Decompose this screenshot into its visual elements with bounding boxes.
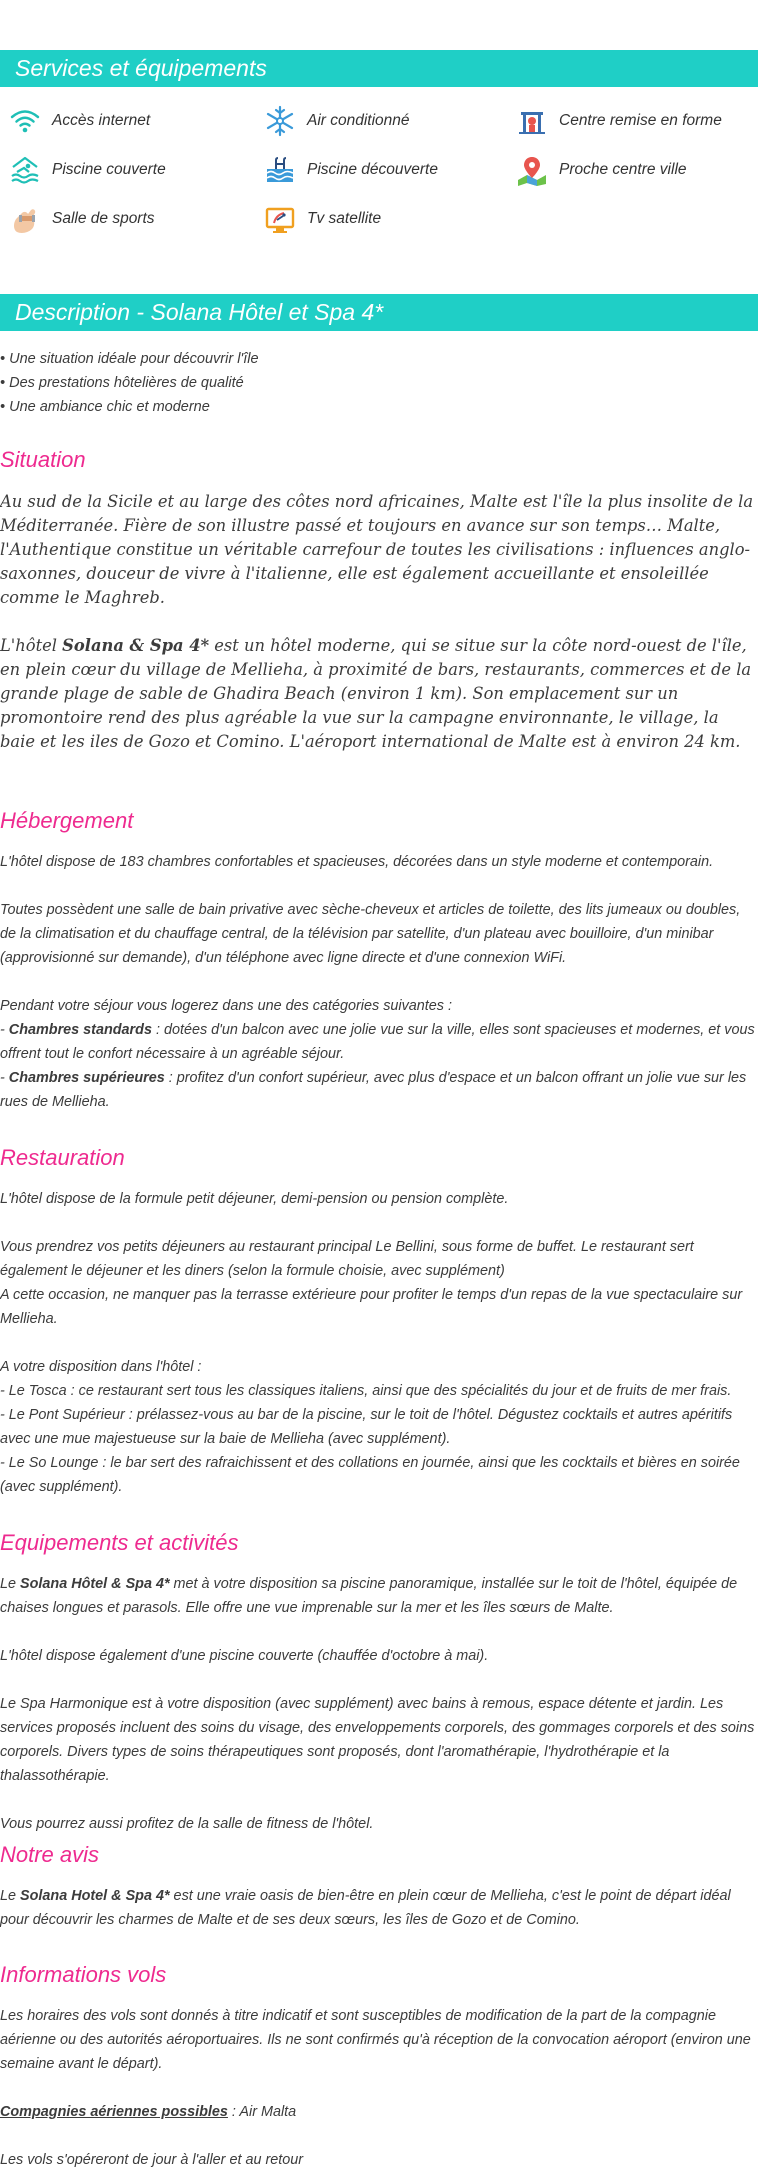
vols-companies: Compagnies aériennes possibles : Air Malta — [0, 2104, 297, 2120]
bullet-item: • Une ambiance chic et moderne — [0, 399, 210, 415]
service-item — [0, 103, 150, 139]
restaurant-item: - Le So Lounge : le bar sert des rafraichissent et des collations en journée, ainsi que les cocktails et bières en soirée (avec supplément). — [0, 1455, 740, 1495]
outdoor-pool-icon — [263, 153, 297, 187]
avis-paragraph: Le Solana Hotel & Spa 4* est une vraie oasis de bien-être en plein cœur de Mellieha, c'est le point de départ idéal pour découvrir les charmes de Malte et de ses deux sœurs, les îles de Gozo et de Comino. — [0, 1888, 731, 1928]
service-item — [0, 201, 155, 237]
vols-paragraph: Les vols s'opéreront de jour à l'aller et au retour — [0, 2152, 304, 2168]
service-label: Proche centre ville — [559, 161, 687, 178]
equipements-text — [0, 1572, 758, 1836]
restauration-paragraph: A votre disposition dans l'hôtel : — [0, 1359, 202, 1375]
restauration-text — [0, 1187, 758, 1499]
room-category: - Chambres standards : dotées d'un balcon avec une jolie vue sur la ville, elles sont spacieuses et modernes, et vous offrent tout le confort nécessaire à un agréable séjour. — [0, 1022, 755, 1062]
service-label: Tv satellite — [307, 210, 382, 227]
avis-heading: Notre avis — [0, 1842, 100, 1867]
service-item — [255, 201, 381, 237]
satellite-tv-icon — [263, 202, 297, 236]
restauration-paragraph: Vous prendrez vos petits déjeuners au restaurant principal Le Bellini, sous forme de buffet. Le restaurant sert également le déjeuner et les diners (selon la formule choisie, avec supplément) — [0, 1239, 694, 1279]
situation-paragraph: Au sud de la Sicile et au large des côtes nord africaines, Malte est l'île la plus insolite de la Méditerranée. Fière de son illustre passé et toujours en avance sur son temps… Malte, l'Authentique constitue un véritable carrefour de toutes les civilisations : influences anglo-saxonnes, douceur de vivre à l'italienne, elle est également accueillante et ensoleillée comme le Maghreb. — [0, 492, 754, 607]
room-category: - Chambres supérieures : profitez d'un confort supérieur, avec plus d'espace et un balcon offrant un jolie vue sur les rues de Mellieha. — [0, 1070, 747, 1110]
description-title: Description - Solana Hôtel et Spa 4* — [0, 294, 758, 331]
service-label: Piscine découverte — [307, 161, 438, 178]
restaurant-item: - Le Pont Supérieur : prélassez-vous au bar de la piscine, sur le toit de l'hôtel. Dégustez cocktails et autres apéritifs avec une mue majestueuse sur la baie de Mellieha (avec supplément). — [0, 1407, 733, 1447]
equipements-paragraph: Le Spa Harmonique est à votre disposition (avec supplément) avec bains à remous, espace détente et jardin. Les services proposés incluent des soins du visage, des enveloppements corporels, des gommages corporels et des soins corporels. Divers types de soins thérapeutiques sont proposés, dont l'aromathérapie, l'hydrothérapie et la thalassothérapie. — [0, 1696, 755, 1784]
equipements-heading: Equipements et activités — [0, 1530, 239, 1555]
equipements-paragraph: Le Solana Hôtel & Spa 4* met à votre disposition sa piscine panoramique, installée sur le toit de l'hôtel, équipée de chaises longues et parasols. Elle offre une vue imprenable sur la mer et les îles sœurs de Malte. — [0, 1576, 738, 1616]
avis-text — [0, 1884, 758, 1932]
service-item — [0, 152, 166, 188]
service-item — [507, 152, 687, 188]
bullet-item: • Des prestations hôtelières de qualité — [0, 375, 244, 391]
service-label: Piscine couverte — [52, 161, 166, 178]
vols-heading: Informations vols — [0, 1962, 167, 1987]
hebergement-text — [0, 850, 758, 1114]
situation-paragraph-hotel: L'hôtel Solana & Spa 4* est un hôtel moderne, qui se situe sur la côte nord-ouest de l'île, en plein cœur du village de Mellieha, à proximité de bars, restaurants, commerces et de la grande plage de sable de Ghadira Beach (environ 1 km). Son emplacement sur un promontoire rend des plus agréable la vue sur la campagne environnante, le village, la baie et les iles de Gozo et Comino. L'aéroport international de Malte est à environ 24 km. — [0, 636, 752, 751]
equipements-paragraph: Vous pourrez aussi profitez de la salle de fitness de l'hôtel. — [0, 1816, 374, 1832]
situation-heading: Situation — [0, 447, 86, 472]
snowflake-icon — [263, 104, 297, 138]
service-item — [255, 152, 438, 188]
service-label: Centre remise en forme — [559, 112, 722, 129]
map-pin-icon — [515, 153, 549, 187]
services-title: Services et équipements — [0, 50, 758, 87]
service-label: Salle de sports — [52, 210, 155, 227]
hebergement-paragraph: Toutes possèdent une salle de bain privative avec sèche-cheveux et articles de toilette, des lits jumeaux ou doubles, de la climatisation et du chauffage central, de la télévision par satellite, d'un plateau avec bouilloire, d'un minibar (approvisionné sur demande), d'un téléphone avec ligne directe et d'une connexion WiFi. — [0, 902, 741, 966]
service-label: Accès internet — [52, 112, 151, 129]
dumbbell-icon — [8, 202, 42, 236]
fitness-icon — [515, 104, 549, 138]
service-label: Air conditionné — [307, 112, 410, 129]
restauration-paragraph: A cette occasion, ne manquer pas la terrasse extérieure pour profiter le temps d'un repas de la vue spectaculaire sur Mellieha. — [0, 1287, 743, 1327]
bullet-item: • Une situation idéale pour découvrir l'île — [0, 351, 259, 367]
wifi-icon — [8, 104, 42, 138]
restauration-heading: Restauration — [0, 1145, 125, 1170]
vols-paragraph: Les horaires des vols sont donnés à titre indicatif et sont susceptibles de modification de la part de la compagnie aérienne ou des autorités aéroportuaires. Ils ne sont confirmés qu'à réception de la convocation aéroport (environ une semaine avant le départ). — [0, 2008, 751, 2072]
restauration-paragraph: L'hôtel dispose de la formule petit déjeuner, demi-pension ou pension complète. — [0, 1191, 509, 1207]
service-item — [255, 103, 410, 139]
hebergement-paragraph: L'hôtel dispose de 183 chambres confortables et spacieuses, décorées dans un style moderne et contemporain. — [0, 854, 714, 870]
situation-text — [0, 490, 758, 754]
hebergement-heading: Hébergement — [0, 808, 134, 833]
service-item — [507, 103, 722, 139]
vols-text — [0, 2004, 758, 2172]
equipements-paragraph: L'hôtel dispose également d'une piscine couverte (chauffée d'octobre à mai). — [0, 1648, 489, 1664]
hebergement-paragraph: Pendant votre séjour vous logerez dans une des catégories suivantes : — [0, 998, 452, 1014]
description-bullets — [0, 347, 758, 419]
hotel-name: Solana & Spa 4* — [62, 636, 210, 655]
indoor-pool-icon — [8, 153, 42, 187]
restaurant-item: - Le Tosca : ce restaurant sert tous les classiques italiens, ainsi que des spécialités du jour et de fruits de mer frais. — [0, 1383, 732, 1399]
